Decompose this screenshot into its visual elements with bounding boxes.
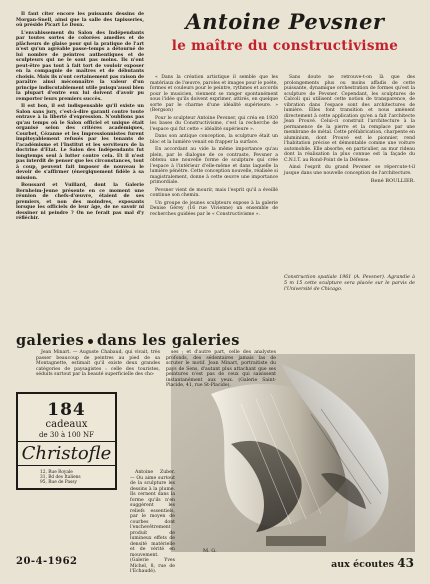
publication-name: aux écoutes [331,559,394,570]
bullet-dot [88,339,93,344]
gallery-review-1 [36,350,160,380]
paragraph: ses ; et d'autre part, celle des analystes profonds, des sédentaires jamais las de scruter le motif. Jean Minart, portraitiste du pays de Sens, d'autant plus attachant que ses peintures n'est pas de ceux qui saisissent instantanément aux yeux. (Galerie Saint-Placide, 41, rue St-Placide). [166,350,276,388]
ad-addresses [18,470,115,486]
ad-cadeaux: cadeaux [45,419,88,430]
paragraph: Pour le sculpteur Antoine Pevsner, qui créa en 1920 les bases du Constructivisme, c'est la recherche de l'espace qui fut cette « idéalité supérieure ». [150,115,278,132]
issue-date: 20-4-1962 [16,556,78,567]
article-subtitle: le maître du constructivisme [171,38,399,54]
gallery-review-3 [130,470,175,577]
paragraph: Il est bon, il est indispensable qu'il existe un Salon sans jury, c'est-à-dire garanti contre toute entrave à la liberté d'expression. N'oublions pas qu'au temps où le Salon officiel et unique était organisé selon des critères académiques, Courbet, Cézanne et les Impressionnistes furent impitoyablement refusés par les tenants de l'académisme et l'Institut et les serviteurs de la doctrine d'Etat. Le Salon des Indépendants fut longtemps seul à lutter contre cela. Et il n'est pas interdit de penser que les circonstances, tout à coup, peuvent fait imposer de nouveau le devoir de s'affirmer (énergiquement fidèle à sa mission. [16,104,144,181]
right-column-text [284,75,415,185]
galleries-heading [16,332,240,349]
ad-address: 31, Bd des Italiens [40,475,81,481]
paragraph: Boussard et Vuillard, dont la Galerie Bernheim-Jeune présente en ce moment une réunion de chefs-d'œuvre, étaient de ses premiers, et non des moindres, exposants lorsque les officiels de leur âge, de ne savoir ni dessiner ni peindre ? On ne ferait pas mal d'y réfléchir. [16,183,144,221]
galleries-word: galeries [16,332,85,349]
paragraph: L'envahissement du Salon des Indépendants par toutes sortes de colorées amedies et de plâcheurs de glaise pour qui la pratique de l'art n'est qu'un agréable passe-temps a détourné de lui nombre de peintres authentiques et de sculpteurs qui ne le sont pas moins. Ils n'ont peut-être pas tout à fait tort de vouloir exposer en la compagnie de maîtres et de débutants choisis. Mais ils n'ont certainement pas raison de paraître ainsi méconnaître la valeur d'un principe indiscutablement utile puisqu'aussi bien la plupart d'entre eux lui doivent d'avoir pu remporter leurs premiers succès. [16,30,144,102]
ad-price-range: de 30 à 100 NF [39,431,94,439]
photo-caption: Construction spatiale 1961 (A. Pevsner). Agrandie à 5 m 15 cette sculpture sera placée sur le parvis de l'Université de Chicago. [284,275,415,292]
paragraph: Dans son antique conception, la sculpture était un bloc et la lumière venait en frapper la surface. [150,134,278,145]
gallery-review-2 [166,350,276,391]
paragraph: En accordant au vide la même importance qu'au plein, par le dialogue de ce contraste, Pevsner a obtenu une nouvelle forme de sculpture qui crée l'espace à l'intérieur d'elle-même et dans laquelle la lumière pénètre. Cette conception nouvelle, réalisée si magistralement, donne à cette œuvre une importance primordiale. [150,147,278,185]
paragraph: Il faut citer encore les puissants dessins de Morgan-Snell, ainsi que la salle des tapisseries, où préside Picart Le Doux. [16,12,144,28]
christofle-advertisement [16,392,117,490]
middle-column-text [150,75,278,219]
page-number: 43 [397,556,414,570]
left-column-text [16,12,144,224]
galleries-phrase: dans les galeries [97,332,240,349]
paragraph: Ainsi l'esprit du grand Pevsner se répercute-t-il jusque dans une nouvelle conception de l'architecture. [284,165,415,176]
paragraph: Antoine Zuber. — Ou aime surtout de la sculpture les dessins à la plume. Ils cernent dans la forme qu'ils n'en suggèrent les reliefs essentiels, par le moyen de courbes dont l'enchevêtrement produit de lumineux effets de densité matérielle et de vérité en mouvement. (Galerie Yves Michel, 8, rue de l'Echaudé). [130,470,175,574]
ad-brand-logo: Christofle [18,441,115,466]
photo-caption-block [284,275,415,353]
paragraph: « Dans la création artistique il semble que les matériaux de l'œuvre, paroles et images pour le poète, formes et couleurs pour le peintre, rythmes et accords pour le musicien, viennent se ranger spontanément sous l'idée qu'ils doivent exprimer, attirés, en quelque sorte par le charme d'une idéalité supérieure. » (Bergson) [150,75,278,113]
author-initials: M. G. [203,548,217,554]
paragraph: Jean Minart. — Auguste Chabaud, qui vivait, très passer beaucoup de peintres au pied de sa Montagnette, estimait qu'il existe deux grandes catégories de paysagistes : celle des touristes, séduits surtout par la beauté superficielle des cho- [36,350,160,377]
paragraph: Pevsner vient de mourir, mais l'esprit qu'il a éveillé continue son chemin. [150,187,278,198]
paragraph: Un groupe de jeunes sculpteurs expose à la galerie Denise Gérey (16 rue Vivienne) un ensemble de recherches guidées par le « Constructivisme ». [150,200,278,217]
article-title: Antoine Pevsner [185,9,385,34]
publication-footer [331,556,414,570]
article-heading [155,9,415,54]
ad-address: 12, Rue Royale [40,470,73,475]
author-signature: René BOULLIER. [370,178,415,184]
ad-number: 184 [47,400,86,420]
paragraph: Sans doute ne retrouve-t-on là que des prolongements plus ou moins affadis de cette puissante, dynamique orchestration de formes qu'est la sculpture de Pevsner. Cependant, les sculptures de Calcoli qui utilisent cette notion de transparence, de vibration dans l'espace sont des architectures de lumière. Elles font transition et nous amènent directement à cette application qu'en a fait l'architecte Jean Prouvé. Celui-ci construit l'architecture à la permanence de la pierre et la remplace par une membrane de métal. Cette préfabrication, charpente en aluminium, dont Prouvé est le pionnier, rend l'habitation précise et démontable comme une voiture automobile. Elle absorbe, en particulier, au mur rideau dont la réalisation la plus connue est la façade du C.N.I.T. au Rond-Point de la Défense. [284,75,415,163]
ad-address: 95, Rue de Passy [40,480,77,486]
